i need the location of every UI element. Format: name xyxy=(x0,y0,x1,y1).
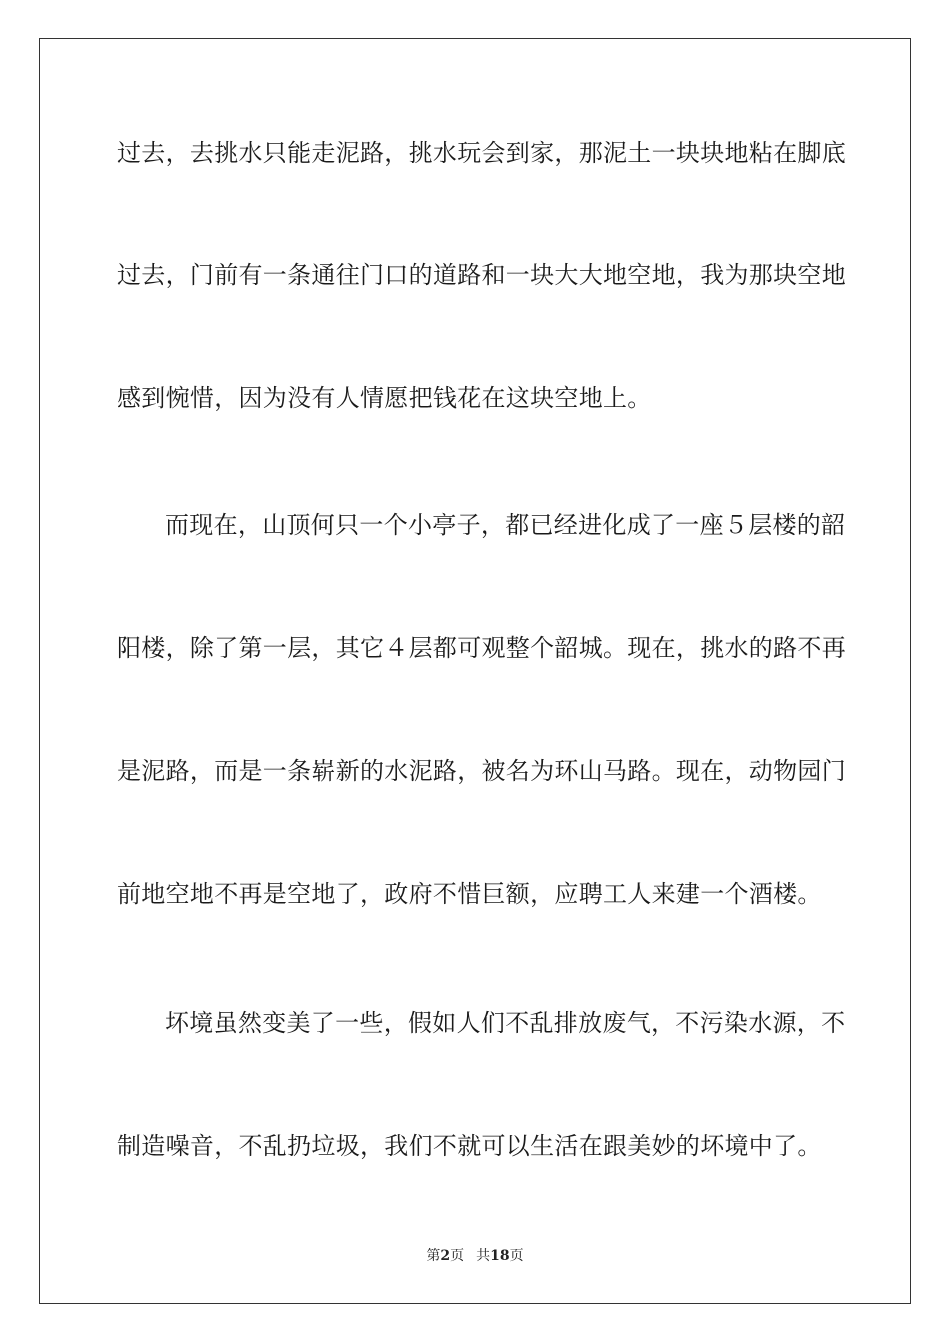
total-suffix: 页 xyxy=(509,1248,524,1264)
total-prefix: 共 xyxy=(476,1248,491,1264)
paragraph-line-6: 是泥路，而是一条崭新的水泥路，被名为环山马路。现在，动物园门 xyxy=(117,757,846,785)
page-suffix: 页 xyxy=(450,1248,465,1264)
paragraph-line-9: 制造噪音，不乱扔垃圾，我们不就可以生活在跟美妙的坏境中了。 xyxy=(117,1132,822,1160)
paragraph-line-3: 感到惋惜，因为没有人情愿把钱花在这块空地上。 xyxy=(117,384,652,412)
paragraph-line-4: 而现在，山顶何只一个小亭子，都已经进化成了一座５层楼的韶 xyxy=(165,511,846,539)
page-border xyxy=(39,38,911,1304)
paragraph-line-1: 过去，去挑水只能走泥路，挑水玩会到家，那泥土一块块地粘在脚底 xyxy=(117,139,846,167)
paragraph-line-7: 前地空地不再是空地了，政府不惜巨额，应聘工人来建一个酒楼。 xyxy=(117,880,822,908)
total-pages: 18 xyxy=(490,1248,510,1264)
paragraph-line-2: 过去，门前有一条通往门口的道路和一块大大地空地，我为那块空地 xyxy=(117,261,846,289)
page-number: 2 xyxy=(440,1248,451,1264)
page-footer xyxy=(0,1247,950,1265)
paragraph-line-8: 坏境虽然变美了一些，假如人们不乱排放废气，不污染水源，不 xyxy=(165,1009,846,1037)
paragraph-line-5: 阳楼，除了第一层，其它４层都可观整个韶城。现在，挑水的路不再 xyxy=(117,634,846,662)
page-prefix: 第 xyxy=(426,1248,441,1264)
